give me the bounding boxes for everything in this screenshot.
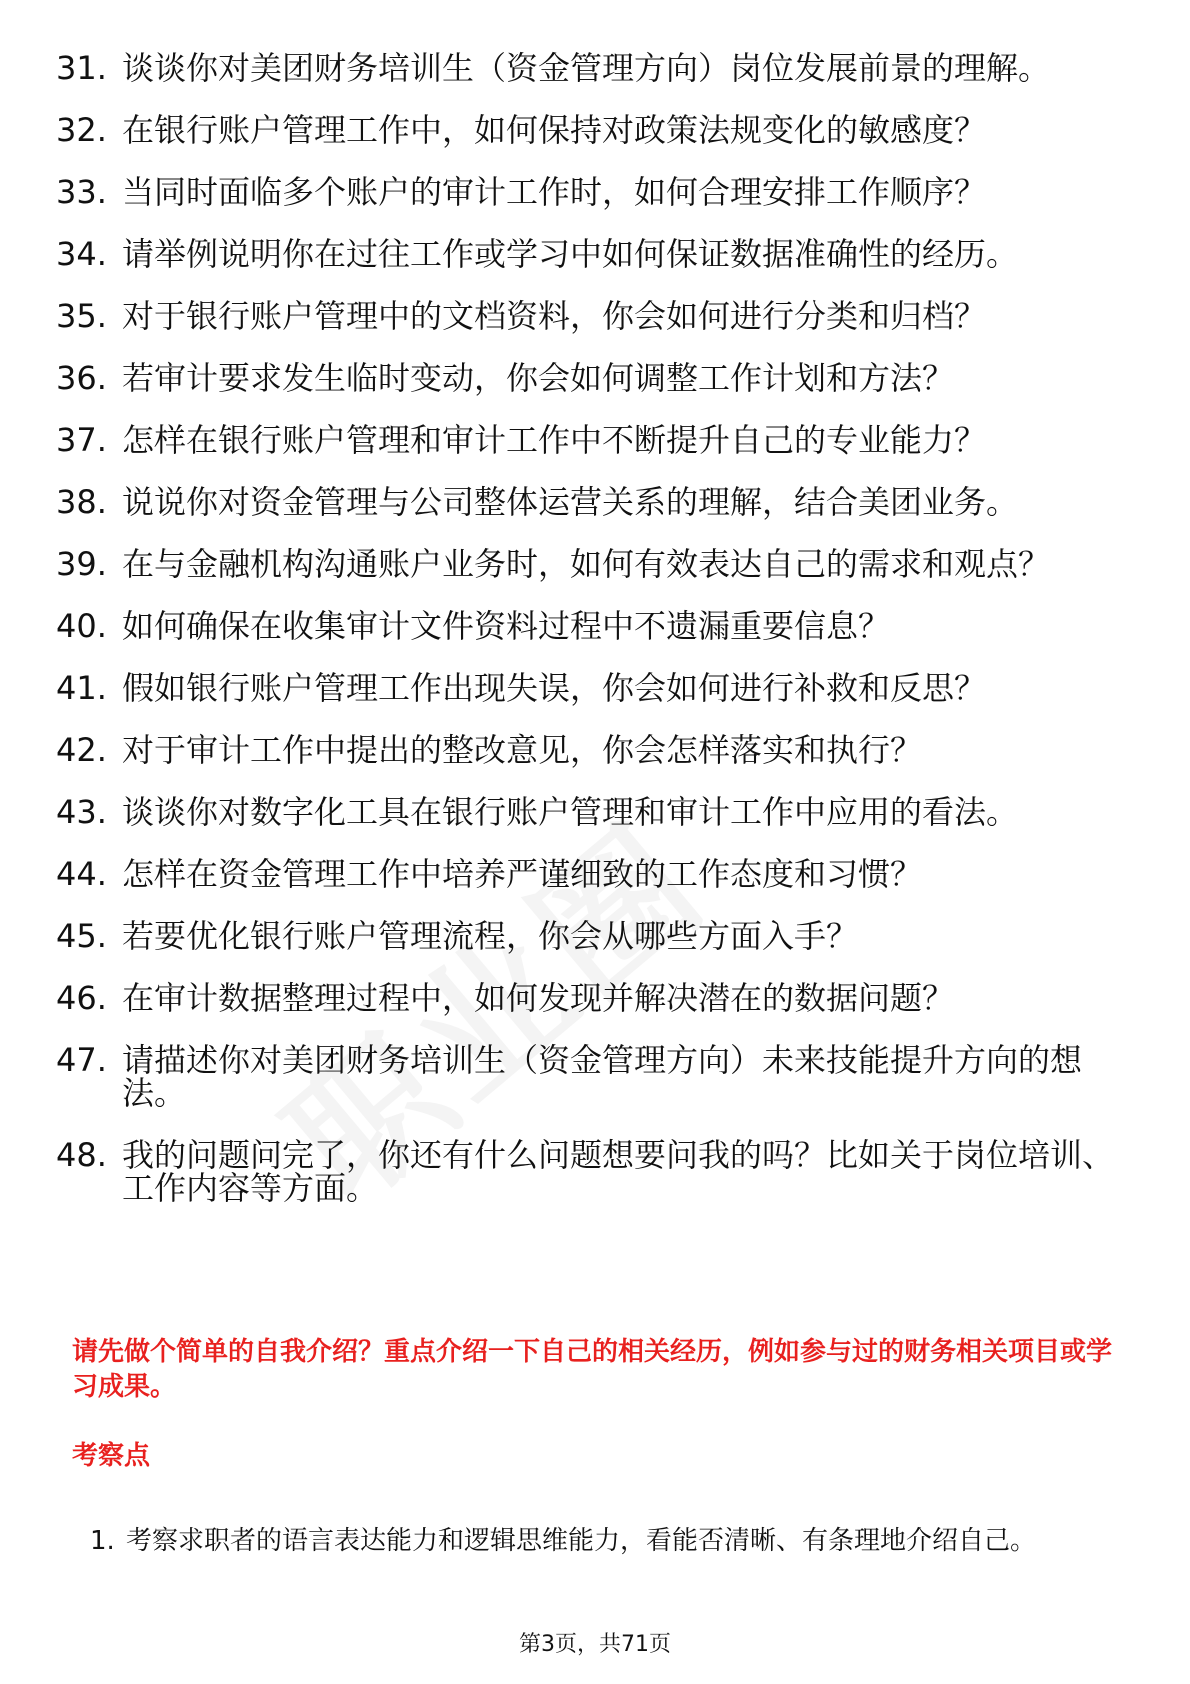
item-text: 假如银行账户管理工作出现失误，你会如何进行补救和反思？ — [122, 669, 987, 707]
list-item — [56, 49, 1136, 87]
list-item — [56, 421, 1136, 459]
list-item — [56, 979, 1136, 1017]
item-number: 42. — [56, 731, 107, 769]
item-text: 谈谈你对数字化工具在银行账户管理和审计工作中应用的看法。 — [122, 793, 1019, 831]
list-item — [56, 173, 1136, 211]
item-number: 37. — [56, 421, 107, 459]
item-number: 48. — [56, 1136, 107, 1174]
item-number: 40. — [56, 607, 107, 645]
item-text: 怎样在资金管理工作中培养严谨细致的工作态度和习惯？ — [122, 855, 923, 893]
item-text: 谈谈你对美团财务培训生（资金管理方向）岗位发展前景的理解。 — [122, 49, 1051, 87]
list-item — [90, 1512, 1130, 1570]
list-item — [56, 545, 1136, 583]
list-item — [56, 297, 1136, 335]
item-number: 46. — [56, 979, 107, 1017]
item-number: 1. — [90, 1526, 115, 1556]
item-number: 33. — [56, 173, 107, 211]
item-text: 请举例说明你在过往工作或学习中如何保证数据准确性的经历。 — [122, 235, 1019, 273]
item-number: 41. — [56, 669, 107, 707]
item-number: 38. — [56, 483, 107, 521]
item-number: 39. — [56, 545, 107, 583]
item-text: 对于银行账户管理中的文档资料，你会如何进行分类和归档？ — [122, 297, 987, 335]
item-number: 32. — [56, 111, 107, 149]
item-text: 如何确保在收集审计文件资料过程中不遗漏重要信息？ — [122, 607, 891, 645]
list-item — [56, 359, 1136, 397]
item-text: 考察求职者的语言表达能力和逻辑思维能力，看能否清晰、有条理地介绍自己。 — [126, 1526, 1037, 1556]
item-text: 在与金融机构沟通账户业务时，如何有效表达自己的需求和观点？ — [122, 545, 1051, 583]
item-number: 44. — [56, 855, 107, 893]
item-text: 若要优化银行账户管理流程，你会从哪些方面入手？ — [122, 917, 859, 955]
item-number: 43. — [56, 793, 107, 831]
item-text: 怎样在银行账户管理和审计工作中不断提升自己的专业能力？ — [122, 421, 987, 459]
list-item — [56, 607, 1136, 645]
list-item — [56, 793, 1136, 831]
item-text: 请描述你对美团财务培训生（资金管理方向）未来技能提升方向的想法。 — [122, 1041, 1083, 1112]
item-number: 34. — [56, 235, 107, 273]
item-number: 31. — [56, 49, 107, 87]
list-item — [56, 917, 1136, 955]
item-number: 36. — [56, 359, 107, 397]
item-number: 35. — [56, 297, 107, 335]
list-item — [56, 235, 1136, 273]
item-text: 说说你对资金管理与公司整体运营关系的理解，结合美团业务。 — [122, 483, 1019, 521]
highlight-question: 请先做个简单的自我介绍？重点介绍一下自己的相关经历，例如参与过的财务相关项目或学习成果。 — [72, 1337, 1113, 1402]
page-footer: 第3页，共71页 — [519, 1632, 671, 1657]
section-label: 考察点 — [72, 1441, 151, 1471]
list-item — [56, 111, 1136, 149]
item-text: 在银行账户管理工作中，如何保持对政策法规变化的敏感度？ — [122, 111, 987, 149]
list-item — [56, 669, 1136, 707]
item-text: 在审计数据整理过程中，如何发现并解决潜在的数据问题？ — [122, 979, 955, 1017]
item-number: 47. — [56, 1041, 107, 1079]
item-text: 若审计要求发生临时变动，你会如何调整工作计划和方法？ — [122, 359, 955, 397]
item-text: 对于审计工作中提出的整改意见，你会怎样落实和执行？ — [122, 731, 923, 769]
item-number: 45. — [56, 917, 107, 955]
item-text: 当同时面临多个账户的审计工作时，如何合理安排工作顺序？ — [122, 173, 987, 211]
list-item — [56, 731, 1136, 769]
list-item — [56, 855, 1136, 893]
question-list — [56, 49, 1136, 1234]
list-item — [56, 483, 1136, 521]
list-item — [56, 1041, 1136, 1112]
assessment-points-list — [90, 1512, 1130, 1570]
item-text: 我的问题问完了，你还有什么问题想要问我的吗？比如关于岗位培训、工作内容等方面。 — [122, 1136, 1115, 1207]
list-item — [56, 1136, 1136, 1207]
